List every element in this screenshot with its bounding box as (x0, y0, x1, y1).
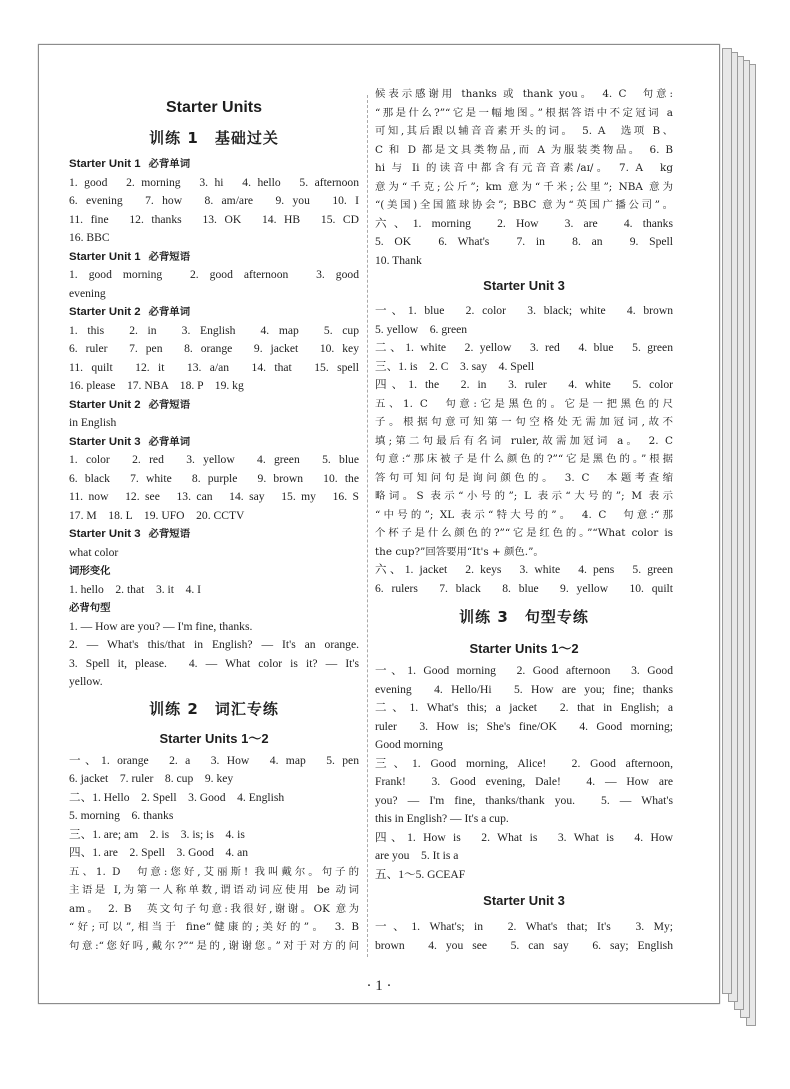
answer-line: 1. this 2. in 3. English 4. map 5. cup (69, 323, 359, 337)
answer-line: Good morning (375, 738, 443, 751)
starter-units-title: Starter Units (165, 99, 263, 116)
answer-line: “好;可以”,相当于 fine“健康的;美好的”。 3. B (69, 921, 359, 933)
answer-line: 6. jacket 7. ruler 8. cup 9. key (69, 772, 234, 785)
answer-line: 6. ruler 7. pen 8. orange 9. jacket 10. key (69, 342, 359, 355)
answer-line: 11. fine 12. thanks 13. OK 14. HB 15. CD (69, 212, 359, 226)
answer-line: 六、1. morning 2. How 3. are 4. thanks (375, 216, 673, 230)
answer-key-page (38, 44, 720, 1004)
section-heading: 必背句型 (69, 602, 111, 614)
answer-line: 填;第二句最后有名词 ruler,故需加冠词 a。 2. C (375, 434, 673, 447)
column-divider (367, 95, 368, 957)
answer-line: 候表示感谢用 thanks 或 thank you。 4. C 句意: (375, 88, 673, 100)
answer-line: 1. — How are you? — I'm fine, thanks. (69, 619, 253, 633)
answer-line: 五、1. D 句意:您好,艾丽斯! 我叫戴尔。句子的 (69, 865, 359, 878)
answer-line: 主语是 I,为第一人称单数,谓语动词应使用 be 动词 (69, 884, 359, 896)
answer-line: 一、1. What's; in 2. What's that; It's 3. My; (375, 920, 673, 933)
section-heading: Starter Unit 1 必背短语 (69, 250, 191, 263)
answer-line: 句意:“那床被子是什么颜色的?”“它是黑色的。”根据 (375, 453, 673, 465)
answer-line: you? — I'm fine, thanks/thank you. 5. — What's (375, 793, 673, 807)
answer-line: 5. yellow 6. green (375, 322, 468, 336)
answer-line: 三、1. Good morning, Alice! 2. Good afternoon, (375, 756, 673, 770)
answer-line: hi 与 Ii 的读音中都含有元音音素/aɪ/。 7. A kg (375, 162, 673, 174)
answer-line: 二、1. white 2. yellow 3. red 4. blue 5. green (375, 341, 673, 354)
answer-line: 16. please 17. NBA 18. P 19. kg (69, 379, 244, 392)
answer-line: are you 5. It is a (375, 849, 459, 862)
answer-line: 子。根据句意可知第一句空格处无需加冠词,故不 (375, 416, 673, 428)
answer-line: 个杯子是什么颜色的?”“它是红色的。”“What color is (375, 527, 673, 539)
answer-line: 1. hello 2. that 3. it 4. I (69, 582, 202, 596)
page-number: · 1 · (366, 978, 392, 994)
answer-line: 1. good 2. morning 3. hi 4. hello 5. afternoon (69, 175, 359, 189)
answer-line: 略词。S 表示“小号的”; L 表示“大号的”; M 表示 (375, 490, 673, 502)
answer-line: 一、1. blue 2. color 3. black; white 4. brown (375, 304, 673, 317)
answer-line: 答句可知问句是询问颜色的。 3. C 本题考查缩 (375, 471, 673, 484)
answer-line: 11. now 12. see 13. can 14. say 15. my 16. S (69, 490, 359, 503)
answer-line: “中号的”; XL 表示“特大号的”。 4. C 句意:“那 (375, 508, 673, 521)
answer-line: evening (69, 286, 106, 300)
unit3-subheading: Starter Unit 3 (483, 893, 565, 908)
answer-line: 句意:“您好吗,戴尔?”“是的,谢谢您。”对于对方的问 (69, 939, 359, 952)
section-heading: Starter Unit 2 必背短语 (69, 398, 191, 411)
answer-line: 5. morning 6. thanks (69, 809, 174, 822)
answer-line: “那是什么?”“它是一幅地图。”根据答语中不定冠词 a (375, 106, 673, 119)
left-column (69, 85, 359, 955)
answer-line: 一、1. Good morning 2. Good afternoon 3. Good (375, 664, 673, 677)
answer-line: C 和 D 都是文具类物品,而 A 为服装类物品。 6. B (375, 143, 673, 156)
answer-line: 10. Thank (375, 253, 422, 267)
units-subheading: Starter Units 1～2 (469, 641, 579, 656)
answer-line: 意为“千克;公斤”; km 意为“千米;公里”; NBA 意为 (375, 180, 673, 193)
section-heading: Starter Unit 2 必背单词 (69, 306, 191, 318)
section-heading: Starter Unit 3 必背短语 (69, 528, 191, 540)
answer-line: 6. rulers 7. black 8. blue 9. yellow 10. quilt (375, 581, 673, 595)
answer-line: 1. good morning 2. good afternoon 3. good (69, 268, 359, 281)
answer-line: 二、1. Hello 2. Spell 3. Good 4. English (69, 790, 285, 804)
section-heading: Starter Unit 3 必背单词 (69, 435, 191, 448)
units-subheading: Starter Units 1～2 (159, 730, 269, 746)
answer-line: 3. Spell it, please. 4. — What color is it? — It's (69, 656, 359, 670)
answer-line: evening 4. Hello/Hi 5. How are you; fine; thanks (375, 682, 673, 696)
answer-line: brown 4. you see 5. can say 6. say; English (375, 938, 673, 952)
train3-heading: 训练 3 句型专练 (459, 608, 589, 626)
unit3-subheading: Starter Unit 3 (483, 278, 565, 293)
answer-line: 17. M 18. L 19. UFO 20. CCTV (69, 508, 245, 522)
answer-line: what color (69, 545, 119, 559)
train2-heading: 训练 2 词汇专练 (149, 699, 279, 718)
answer-line: Frank! 3. Good evening, Dale! 4. — How are (375, 775, 673, 788)
answer-line: 6. evening 7. how 8. am/are 9. you 10. I (69, 194, 359, 207)
answer-line: in English (69, 416, 117, 429)
answer-line: 可知,其后跟以辅音音素开头的词。 5. A 选项 B、 (375, 125, 673, 137)
answer-line: 11. quilt 12. it 13. a/an 14. that 15. spell (69, 360, 359, 374)
answer-line: 四、1. the 2. in 3. ruler 4. white 5. color (375, 378, 673, 391)
answer-line: 四、1. How is 2. What is 3. What is 4. How (375, 830, 673, 844)
answer-line: “(美国)全国篮球协会”; BBC 意为“英国广播公司”。 (375, 199, 673, 211)
answer-line: 五、1～5. GCEAF (375, 867, 466, 881)
answer-line: 16. BBC (69, 231, 110, 244)
page-stack-edge (722, 48, 732, 994)
answer-line: 三、1. is 2. C 3. say 4. Spell (375, 359, 535, 373)
answer-line: yellow. (69, 675, 103, 688)
answer-line: 一、1. orange 2. a 3. How 4. map 5. pen (69, 753, 359, 767)
answer-line: 6. black 7. white 8. purple 9. brown 10. the (69, 471, 359, 485)
answer-line: ruler 3. How is; She's fine/OK 4. Good morning; (375, 719, 673, 733)
answer-line: am。 2. B 英文句子句意:我很好,谢谢。OK 意为 (69, 902, 359, 915)
answer-line: 二、1. What's this; a jacket 2. that in English; a (375, 701, 673, 714)
answer-line: 5. OK 6. What's 7. in 8. an 9. Spell (375, 235, 673, 248)
answer-line: 六、1. jacket 2. keys 3. white 4. pens 5. green (375, 563, 673, 576)
answer-line: 三、1. are; am 2. is 3. is; is 4. is (69, 827, 245, 841)
answer-line: the cup?”回答要用“It's + 颜色.”。 (375, 545, 544, 558)
answer-line: 五、1. C 句意:它是黑色的。它是一把黑色的尺 (375, 397, 673, 410)
answer-line: 1. color 2. red 3. yellow 4. green 5. blue (69, 453, 359, 466)
answer-line: 四、1. are 2. Spell 3. Good 4. an (69, 846, 249, 859)
right-column (375, 85, 673, 955)
train1-heading: 训练 1 基础过关 (149, 129, 279, 147)
section-heading: 词形变化 (69, 565, 111, 577)
answer-line: this in English? — It's a cup. (375, 812, 509, 825)
section-heading: Starter Unit 1 必背单词 (69, 158, 191, 170)
answer-line: 2. — What's this/that in English? — It's an orange. (69, 638, 359, 651)
